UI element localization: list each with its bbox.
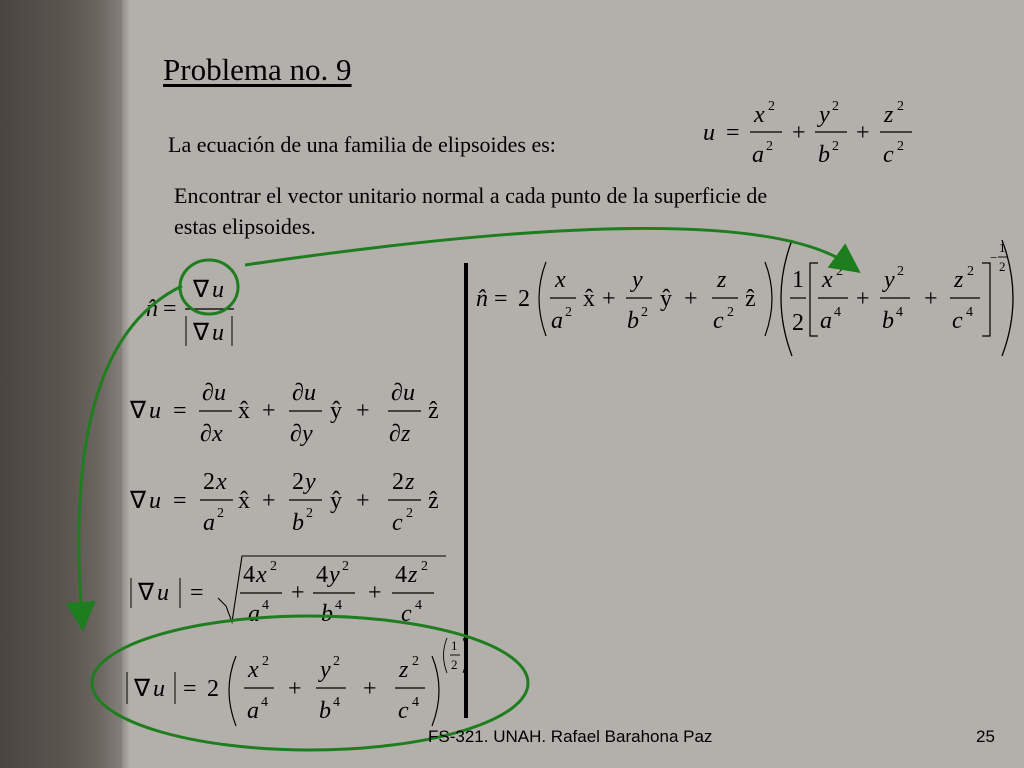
svg-text:=: = <box>183 676 197 702</box>
svg-text:∇: ∇ <box>134 676 151 702</box>
svg-text:u: u <box>153 676 165 702</box>
svg-text:∂: ∂ <box>200 421 212 447</box>
svg-text:u: u <box>157 580 169 606</box>
svg-text:b: b <box>882 308 894 334</box>
svg-text:ẑ: ẑ <box>428 398 439 424</box>
svg-text:2: 2 <box>392 469 404 495</box>
svg-text:z: z <box>401 421 411 447</box>
gradient-definition <box>129 380 439 447</box>
svg-text:2: 2 <box>292 469 304 495</box>
svg-text:+: + <box>356 398 370 424</box>
svg-text:y: y <box>302 421 313 447</box>
svg-text:a: a <box>248 601 260 627</box>
svg-text:+: + <box>856 120 870 146</box>
svg-text:2: 2 <box>565 305 572 320</box>
svg-text:2: 2 <box>270 559 277 574</box>
svg-text:2: 2 <box>451 657 458 672</box>
svg-text:z: z <box>954 267 964 293</box>
unit-normal-result <box>476 240 1013 356</box>
svg-text:u: u <box>212 277 224 303</box>
svg-text:=: = <box>173 488 187 514</box>
svg-text:∂: ∂ <box>391 380 403 406</box>
task-text-line2: estas elipsoides. <box>174 214 316 239</box>
svg-text:c: c <box>398 698 409 724</box>
svg-text:2: 2 <box>306 506 313 521</box>
svg-text:+: + <box>291 580 305 606</box>
svg-text:u: u <box>149 398 161 424</box>
svg-text:b: b <box>818 142 830 168</box>
svg-text:4: 4 <box>834 305 841 320</box>
svg-text:b: b <box>319 698 331 724</box>
svg-text:=: = <box>173 398 187 424</box>
svg-text:2: 2 <box>342 559 349 574</box>
svg-text:2: 2 <box>727 305 734 320</box>
svg-text:+: + <box>262 488 276 514</box>
svg-text:=: = <box>163 296 177 322</box>
svg-text:c: c <box>952 308 963 334</box>
svg-text:4: 4 <box>262 598 269 613</box>
svg-text:+: + <box>684 286 698 312</box>
svg-text:u: u <box>149 488 161 514</box>
svg-text:x̂: x̂ <box>583 286 595 312</box>
svg-text:4: 4 <box>316 562 328 588</box>
page-number: 25 <box>976 727 995 746</box>
svg-text:2: 2 <box>421 559 428 574</box>
svg-text:∇: ∇ <box>138 580 155 606</box>
svg-text:x̂: x̂ <box>238 488 250 514</box>
svg-text:4: 4 <box>261 695 268 710</box>
svg-text:ŷ: ŷ <box>330 398 342 424</box>
svg-text:∂: ∂ <box>292 380 304 406</box>
svg-text:x: x <box>256 562 267 588</box>
svg-text:y: y <box>305 469 316 495</box>
svg-text:y: y <box>632 267 643 293</box>
svg-text:a: a <box>820 308 832 334</box>
svg-text:=: = <box>494 286 508 312</box>
svg-text:4: 4 <box>412 695 419 710</box>
svg-text:∂: ∂ <box>202 380 214 406</box>
svg-text:+: + <box>924 286 938 312</box>
svg-text:z: z <box>399 657 409 683</box>
svg-text:ŷ: ŷ <box>660 286 672 312</box>
svg-text:a: a <box>203 510 215 536</box>
ellipsoid-equation <box>703 99 912 168</box>
svg-text:4: 4 <box>415 598 422 613</box>
svg-text:+: + <box>262 398 276 424</box>
svg-text:=: = <box>190 580 204 606</box>
svg-text:=: = <box>726 120 740 146</box>
statement-text: La ecuación de una familia de elipsoides es: <box>168 132 556 157</box>
svg-text:a: a <box>752 142 764 168</box>
svg-text:2: 2 <box>792 310 804 336</box>
svg-text:x: x <box>248 657 259 683</box>
svg-text:b: b <box>627 308 639 334</box>
svg-text:+: + <box>363 676 377 702</box>
svg-text:z: z <box>717 267 727 293</box>
svg-text:1: 1 <box>451 638 458 653</box>
svg-text:u: u <box>403 380 415 406</box>
svg-text:2: 2 <box>836 264 843 279</box>
svg-text:ẑ: ẑ <box>428 488 439 514</box>
svg-text:+: + <box>288 676 302 702</box>
svg-text:2: 2 <box>897 264 904 279</box>
svg-text:2: 2 <box>766 139 773 154</box>
svg-text:z: z <box>405 469 415 495</box>
svg-text:n̂: n̂ <box>146 296 158 322</box>
svg-text:z: z <box>408 562 418 588</box>
svg-text:2: 2 <box>832 139 839 154</box>
svg-text:u: u <box>212 320 224 346</box>
svg-text:∂: ∂ <box>389 421 401 447</box>
svg-text:4: 4 <box>243 562 255 588</box>
svg-text:∇: ∇ <box>193 277 210 303</box>
svg-text:2: 2 <box>207 676 219 702</box>
svg-text:2: 2 <box>641 305 648 320</box>
svg-text:2: 2 <box>518 286 530 312</box>
gradient-evaluated <box>129 469 439 536</box>
svg-text:2: 2 <box>897 139 904 154</box>
svg-text:a: a <box>551 308 563 334</box>
svg-text:b: b <box>292 510 304 536</box>
svg-text:+: + <box>368 580 382 606</box>
svg-text:4: 4 <box>335 598 342 613</box>
svg-text:+: + <box>792 120 806 146</box>
svg-text:y: y <box>320 657 331 683</box>
svg-text:ẑ: ẑ <box>745 286 756 312</box>
svg-text:c: c <box>713 308 724 334</box>
svg-text:∂: ∂ <box>290 421 302 447</box>
svg-text:2: 2 <box>412 654 419 669</box>
svg-text:u: u <box>304 380 316 406</box>
svg-text:2: 2 <box>768 99 775 114</box>
svg-text:4: 4 <box>395 562 407 588</box>
svg-text:∇: ∇ <box>130 398 147 424</box>
svg-text:2: 2 <box>967 264 974 279</box>
footer-text: FS-321. UNAH. Rafael Barahona Paz <box>428 727 713 746</box>
svg-text:n̂: n̂ <box>476 286 488 312</box>
svg-text:2: 2 <box>406 506 413 521</box>
svg-text:4: 4 <box>896 305 903 320</box>
svg-text:x: x <box>822 267 833 293</box>
svg-text:−: − <box>990 250 998 265</box>
svg-text:y: y <box>819 102 830 128</box>
task-text-line1: Encontrar el vector unitario normal a cada punto de la superficie de <box>174 183 768 208</box>
svg-text:1: 1 <box>792 267 804 293</box>
svg-text:+: + <box>856 286 870 312</box>
slide-title: Problema no. 9 <box>163 52 352 87</box>
svg-text:2: 2 <box>217 506 224 521</box>
svg-text:x: x <box>555 267 566 293</box>
svg-text:2: 2 <box>333 654 340 669</box>
svg-text:1: 1 <box>999 240 1006 255</box>
svg-text:∇: ∇ <box>130 488 147 514</box>
svg-text:a: a <box>247 698 259 724</box>
svg-text:4: 4 <box>333 695 340 710</box>
svg-text:∇: ∇ <box>193 320 210 346</box>
svg-text:x: x <box>216 469 227 495</box>
svg-text:z: z <box>884 102 894 128</box>
svg-text:x̂: x̂ <box>238 398 250 424</box>
svg-text:2: 2 <box>832 99 839 114</box>
svg-text:c: c <box>392 510 403 536</box>
svg-text:u: u <box>214 380 226 406</box>
svg-text:c: c <box>883 142 894 168</box>
svg-text:2: 2 <box>203 469 215 495</box>
svg-text:+: + <box>356 488 370 514</box>
svg-text:ŷ: ŷ <box>330 488 342 514</box>
svg-text:b: b <box>321 601 333 627</box>
arrow-to-magnitude <box>79 286 182 620</box>
svg-text:x: x <box>754 102 765 128</box>
svg-text:x: x <box>212 421 223 447</box>
gradient-magnitude-simplified <box>127 638 467 726</box>
svg-text:+: + <box>602 286 616 312</box>
svg-text:y: y <box>884 267 895 293</box>
svg-text:2: 2 <box>897 99 904 114</box>
svg-text:u: u <box>703 120 715 146</box>
svg-text:2: 2 <box>262 654 269 669</box>
arrow-to-result <box>245 228 851 266</box>
svg-text:c: c <box>401 601 412 627</box>
svg-text:2: 2 <box>999 259 1006 274</box>
svg-text:4: 4 <box>966 305 973 320</box>
svg-text:y: y <box>329 562 340 588</box>
